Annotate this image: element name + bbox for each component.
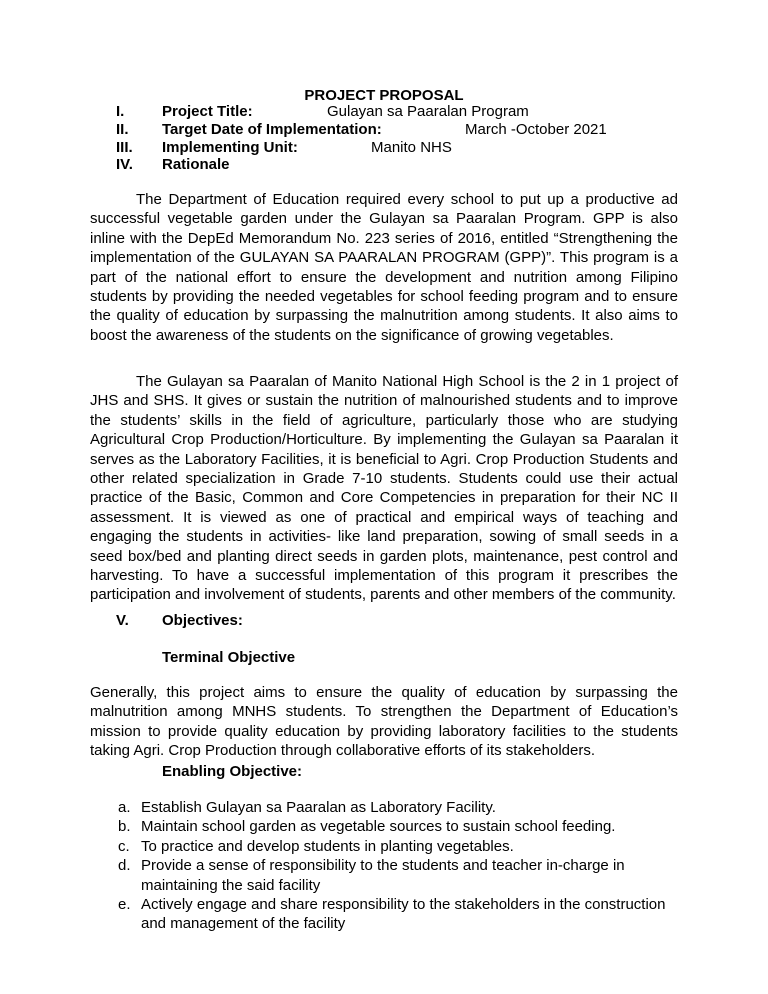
list-item — [90, 856, 690, 895]
objectives-heading: Objectives: — [162, 612, 243, 629]
list-item-text: To practice and develop students in planting vegetables. — [141, 837, 514, 855]
document-title: PROJECT PROPOSAL — [304, 87, 464, 104]
list-item-text: Actively engage and share responsibility to the stakeholders in the construction and management of the facility — [141, 896, 666, 933]
list-marker: e. — [118, 896, 131, 914]
implementing-unit-label: Implementing Unit: — [162, 139, 298, 156]
target-date-value: March -October 2021 — [465, 121, 607, 138]
list-item — [90, 837, 690, 856]
list-item-text: Establish Gulayan sa Paaralan as Laboratory Facility. — [141, 799, 496, 816]
implementing-unit-value: Manito NHS — [371, 139, 452, 156]
section-number: II. — [116, 121, 129, 138]
list-marker: c. — [118, 837, 130, 855]
list-item-text: Provide a sense of responsibility to the students and teacher in-charge in maintaining the said facility — [141, 857, 625, 894]
list-marker: a. — [118, 799, 131, 816]
enabling-objective-heading: Enabling Objective: — [162, 763, 303, 780]
section-number: I. — [116, 103, 125, 120]
rationale-paragraph-2 — [90, 372, 678, 605]
list-item — [90, 798, 690, 817]
section-number: V. — [116, 612, 129, 629]
enabling-objectives-list — [90, 798, 690, 934]
list-item-text: Maintain school garden as vegetable sources to sustain school feeding. — [141, 818, 616, 836]
terminal-objective-heading: Terminal Objective — [162, 649, 296, 666]
rationale-paragraph-1 — [90, 190, 678, 345]
project-title-label: Project Title: — [162, 103, 253, 120]
rationale-paragraph-2-text: The Gulayan sa Paaralan of Manito National High School is the 2 in 1 project of JHS and SHS. It gives or sustain the nutrition of malnourished students and to improve the students’ skills in the field of agriculture, particularly those who are studying Agricultural Crop Production/Horticulture. By implementing the Gulayan sa Paaralan it serves as the Laboratory Facilities, it is beneficial to Agri. Crop Production Students and other related specialization in Grade 7-10 students. Students could use their actual practice of the Basic, Common and Core Competencies in preparation for their NC II assessment. It is viewed as one of practical and empirical ways of teaching and engaging the students in activities- like land preparation, sowing of small seeds in a seed box/bed and planting direct seeds in garden plots, maintenance, pest control and harvesting. To have a successful implementation of this program it prescribes the participation and involvement of students, parents and other members of the community. — [90, 373, 678, 604]
list-marker: d. — [118, 857, 131, 875]
target-date-label: Target Date of Implementation: — [162, 121, 382, 138]
list-marker: b. — [118, 818, 131, 836]
rationale-heading: Rationale — [162, 156, 230, 173]
project-title-value: Gulayan sa Paaralan Program — [327, 103, 529, 120]
terminal-objective-text: Generally, this project aims to ensure the quality of education by surpassing the malnutrition among MNHS students. To strengthen the Department of Education’s mission to provide quality education by providing laboratory facilities to the students taking Agri. Crop Production through collaborative efforts of its stakeholders. — [90, 684, 678, 760]
section-number: III. — [116, 139, 133, 156]
list-item — [90, 895, 690, 934]
section-number: IV. — [116, 156, 133, 173]
rationale-paragraph-1-text: The Department of Education required every school to put up a productive ad successful vegetable garden under the Gulayan sa Paaralan Program. GPP is also inline with the DepEd Memorandum No. 223 series of 2016, entitled “Strengthening the implementation of the GULAYAN SA PAARALAN PROGRAM (GPP)”. This program is a part of the national effort to ensure the development and nutrition among Filipino students by providing the needed vegetables for school feeding program and to ensure the quality of education by surpassing the malnutrition among students. It also aims to boost the awareness of the students on the significance of growing vegetables. — [90, 191, 678, 344]
list-item — [90, 817, 690, 836]
